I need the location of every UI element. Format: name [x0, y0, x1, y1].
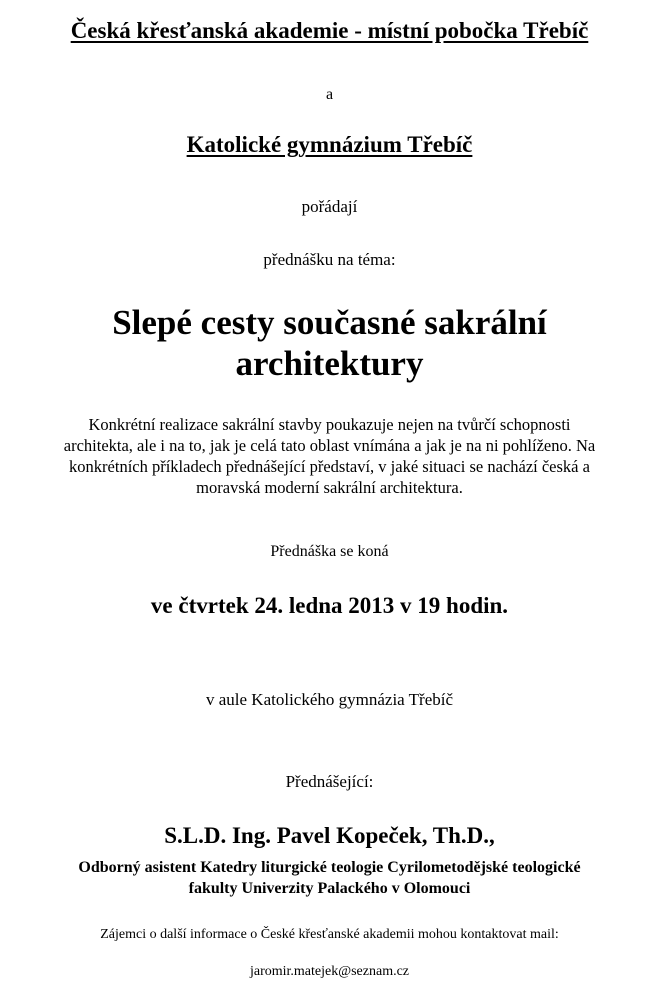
- description-line-2: architekta, ale i na to, jak je celá tato oblast vnímána a jak je na ni pohlíženo. Na: [63, 436, 596, 455]
- lecture-description: [10, 414, 649, 498]
- lecture-intro-text: přednášku na téma:: [263, 250, 396, 269]
- organizer-czech-christian-academy: Česká křesťanská akademie - místní pobočka Třebíč: [70, 18, 589, 43]
- description-line-3: konkrétních příkladech přednášející představí, v jaké situaci se nachází česká a: [69, 457, 590, 476]
- lecture-date-time: ve čtvrtek 24. ledna 2013 v 19 hodin.: [150, 593, 509, 618]
- organizer-catholic-gymnasium: Katolické gymnázium Třebíč: [186, 132, 473, 157]
- lecturer-position-line-1: Odborný asistent Katedry liturgické teologie Cyrilometodějské teologické: [78, 859, 581, 876]
- contact-note: Zájemci o další informace o České křesťanské akademii mohou kontaktovat mail:: [100, 927, 559, 942]
- lecturer-name: S.L.D. Ing. Pavel Kopeček, Th.D.,: [164, 823, 495, 848]
- contact-email: jaromir.matejek@seznam.cz: [249, 964, 410, 979]
- description-line-1: Konkrétní realizace sakrální stavby poukazuje nejen na tvůrčí schopnosti: [88, 415, 571, 434]
- description-line-4: moravská moderní sakrální architektura.: [196, 478, 463, 497]
- lecturer-position: [10, 857, 649, 899]
- lecture-venue: v aule Katolického gymnázia Třebíč: [205, 690, 454, 709]
- lecture-title-line-1: Slepé cesty současné sakrální: [112, 303, 547, 342]
- lecturer-label: Přednášející:: [285, 772, 374, 791]
- lecturer-position-line-2: fakulty Univerzity Palackého v Olomouci: [188, 880, 471, 897]
- conjunction-text: a: [325, 86, 334, 103]
- organize-text: pořádají: [301, 197, 358, 216]
- held-intro-text: Přednáška se koná: [270, 543, 389, 560]
- lecture-title-line-2: architektury: [235, 344, 424, 383]
- lecture-title: [20, 302, 639, 384]
